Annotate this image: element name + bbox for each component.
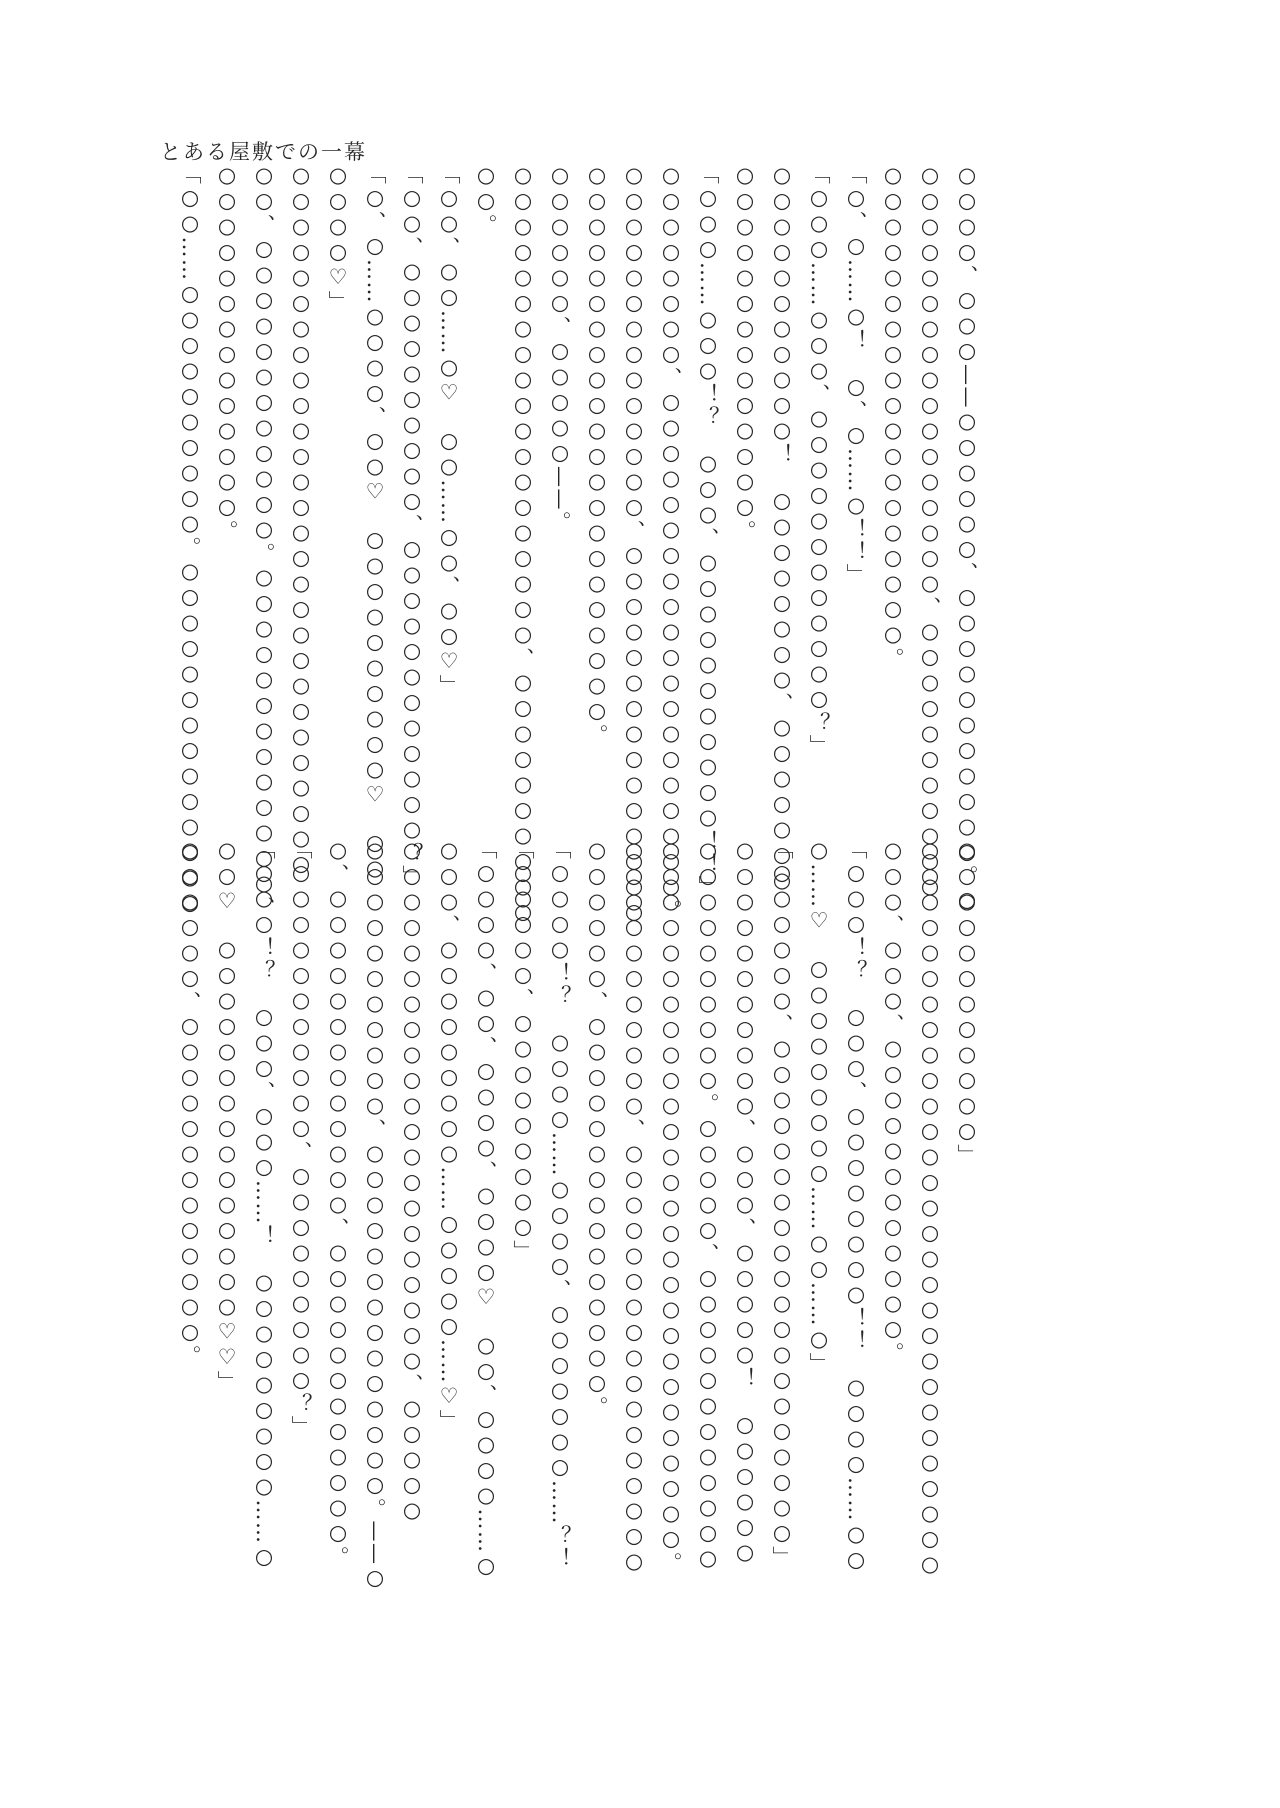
text-column: ○○○○、○○○——○○○○○○、○○○○○○○○○○○。○ <box>955 163 979 913</box>
text-column: ○○○○○○○○○○○○○○○○○○○○○○。 <box>585 163 609 747</box>
text-column: ○○○○○○○○○○○、○○○○○○○○○○○○○○。——○ <box>363 838 387 1591</box>
text-column: ○○○○○○○○○○○、○○○、○○○○○！ ○○○○○○ <box>733 838 757 1566</box>
text-column: ○○。 <box>474 163 498 237</box>
text-column: 「○○、○○……○♡ ○○……○○、○○♡」 <box>437 163 461 697</box>
text-column: 「○、○……○！ ○、○……○！！」 <box>844 163 868 586</box>
text-column: ○○○○○○○○○○○○○○○○○、○○○○○○○○○○○ <box>918 163 942 900</box>
text-column: 「○○……○○○○○○○○○○。○○○○○○○○○○○○○○ <box>178 163 202 916</box>
text-column: 「○○○○、○○、○○○○、○○○○♡ ○○、○○○○……○ <box>474 838 498 1579</box>
text-column: ○○○○○○○○○○○○○○○○○○○○○、○○○○○ <box>400 838 424 1524</box>
text-column: 「○○○○○○○○○○○、○○○○○○○○○？」 <box>289 838 313 1438</box>
text-column: 「○○○！？ ○○○、○○○……！ ○○○○○○○○○……○ <box>252 838 276 1570</box>
text-column: ○○○○○○○○○○○○○○。 <box>215 163 239 543</box>
text-column: ○○○○○○○○○○○○」 <box>955 838 979 1167</box>
text-column: ○○○○○○○○○○○○○○○○○○○○○○○○○○○○。 <box>659 838 683 1575</box>
text-column: ○○○○○○○○○○○○○○。 <box>733 163 757 543</box>
text-column: 「○○○……○○○、○○○○○○○○○○○○？」 <box>807 163 831 757</box>
text-column: ○○○○○○○○○○。○○○○○、○○○○○○○○○○○○ <box>696 838 720 1572</box>
text-column: ○○○○○○○○○○○、○○○○○○○○○○○○○○○○○ <box>622 838 646 1575</box>
text-column: ○○○○○○、○○○○○○○○○○○○○。 <box>178 838 202 1368</box>
text-column: ○○○○○○、○○○○○——。 <box>548 163 572 534</box>
text-column: ○○○○○○○○○○○○○○、○○○○○○○○○○○○○○○ <box>622 163 646 925</box>
text-column: ○……♡ ○○○○○○○○○……○○……○」 <box>807 838 831 1375</box>
text-column: ○○○○○○○○○○○！ ○○○○○○○○、○○○○○○○ <box>770 163 794 894</box>
text-column: ○○○○○○○○○○○○○○○○○○○○○○○○○○○○○ <box>918 838 942 1578</box>
text-column: 「○、○……○○○○、○○♡ ○○○○○○○○○○♡ ○○ <box>363 163 387 882</box>
text-column: ○○○○○○○○○○○○○○○○○○○、○○○○○○○○○○ <box>511 163 535 925</box>
text-block-top <box>163 163 979 925</box>
text-column: ○○、○○○○○○○○○○○○。○○○○○○○○○○○○○、 <box>252 163 276 919</box>
text-block-bottom <box>163 838 979 1591</box>
text-column: ○○○○○○○○、○○○○○○○○○○○○○○○○○○○○。 <box>659 163 683 922</box>
text-column: 「○○○……○○○！？ ○○○、○○○○○○○○○○○！！」 <box>696 163 720 898</box>
text-column: 「○○、○○○○○○○○○○、○○○○○○○○○○○○？」 <box>400 163 424 888</box>
text-column: 「○○○○！？ ○○○○……○○○○、○○○○○○○……？！ <box>548 838 572 1570</box>
text-column: 「○○○○○、○○○○○○○○○」 <box>511 838 535 1263</box>
text-column: ○○○○♡」 <box>326 163 350 313</box>
text-column: ○○○○○○○○○○○○○○○○○○○○○○○○○○○○ <box>289 163 313 877</box>
text-column: ○○♡ ○○○○○○○○○○○○○○○♡♡」 <box>215 838 239 1393</box>
text-column: 「○○○！？ ○○○、○○○○○○○○！！ ○○○○……○○ <box>844 838 868 1573</box>
text-column: ○○○○○○、○○○○○○○○○○○○○○○。 <box>585 838 609 1419</box>
text-column: ○○○、○○○、○○○○○○○○○○○○。 <box>881 838 905 1365</box>
text-column: 「○○○○○○、○○○○○○○○○○○○○○○○○○○○」 <box>770 838 794 1569</box>
page-title: とある屋敷での一幕 <box>160 140 367 164</box>
text-column: ○○○○○○○○○○○○○○○○○○○。 <box>881 163 905 670</box>
text-column: ○、○○○○○○○○○○○○○、○○○○○○○○○○○○。 <box>326 838 350 1569</box>
text-column: ○○○、○○○○○○○○○……○○○○○……♡」 <box>437 838 461 1432</box>
